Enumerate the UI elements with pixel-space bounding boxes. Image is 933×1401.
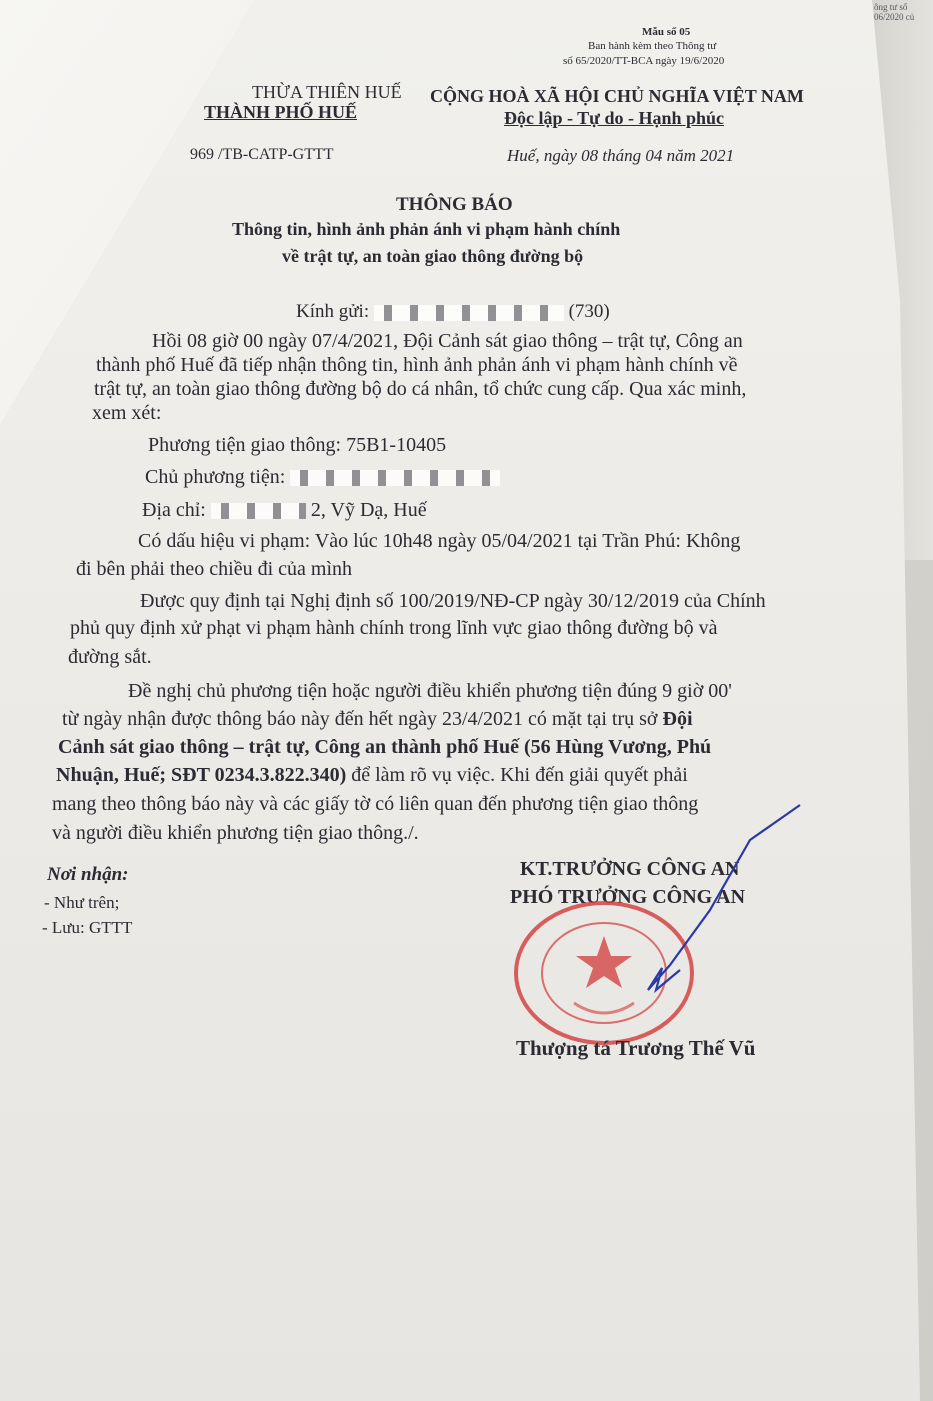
request-line-4-bold: Nhuận, Huế; SĐT 0234.3.822.340) [56,764,347,786]
address-line [142,499,427,522]
recipient-label: Kính gửi: [296,301,370,322]
regulation-line-1: Được quy định tại Nghị định số 100/2019/NĐ-CP ngày 30/12/2019 của Chính [140,590,766,612]
request-line-6: và người điều khiển phương tiện giao thông./. [52,822,419,844]
paragraph-1-line-2: thành phố Huế đã tiếp nhận thông tin, hình ảnh phản ánh vi phạm hành chính về [96,354,738,376]
address-label: Địa chỉ: [142,499,206,521]
document-number: 969 /TB-CATP-GTTT [190,146,334,163]
owner-label: Chủ phương tiện: [145,466,286,488]
request-line-2-bold: Đội [662,708,693,730]
nation-title: CỘNG HOÀ XÃ HỘI CHỦ NGHĨA VIỆT NAM [430,86,804,106]
violation-line-1: Có dấu hiệu vi phạm: Vào lúc 10h48 ngày 05/04/2021 tại Trần Phú: Không [138,530,741,552]
document-title: THÔNG BÁO [396,194,513,215]
regulation-line-2: phủ quy định xử phạt vi phạm hành chính trong lĩnh vực giao thông đường bộ và [70,617,718,639]
document-subtitle-1: Thông tin, hình ảnh phản ánh vi phạm hành chính [232,219,621,239]
form-issued-line-2: số 65/2020/TT-BCA ngày 19/6/2020 [563,55,725,67]
vehicle-plate: 75B1-10405 [346,434,447,456]
signature-title-1: KT.TRƯỞNG CÔNG AN [520,858,740,880]
paragraph-1-line-4: xem xét: [92,402,162,424]
edge-text-2: 06/2020 củ [874,12,915,22]
edge-text-1: ông tư số [874,2,908,12]
request-line-4 [56,764,688,787]
request-line-4-text: để làm rõ vụ việc. Khi đến giải quyết phải [346,764,688,786]
signature-scribble [600,800,820,1020]
redacted-recipient-name [374,305,564,321]
signer-name: Thượng tá Trương Thế Vũ [516,1036,756,1060]
violation-line-2: đi bên phải theo chiều đi của mình [76,558,353,580]
request-line-1: Đề nghị chủ phương tiện hoặc người điều khiển phương tiện đúng 9 giờ 00' [128,680,732,702]
form-issued-line-1: Ban hành kèm theo Thông tư [588,40,717,52]
nation-motto: Độc lập - Tự do - Hạnh phúc [504,108,725,128]
regulation-line-3: đường sắt. [68,646,152,668]
vehicle-line [148,434,446,457]
request-line-5: mang theo thông báo này và các giấy tờ có liên quan đến phương tiện giao thông [52,793,699,815]
recipient-suffix: (730) [568,301,610,322]
place-date: Huế, ngày 08 tháng 04 năm 2021 [507,146,735,165]
paragraph-1-line-1: Hồi 08 giờ 00 ngày 07/4/2021, Đội Cảnh sát giao thông – trật tự, Công an [152,330,743,352]
recipients-title: Nơi nhận: [47,864,129,885]
paragraph-1-line-3: trật tự, an toàn giao thông đường bộ do cá nhân, tổ chức cung cấp. Qua xác minh, [94,378,747,400]
form-number: Mẫu số 05 [642,26,691,38]
signature-title-2: PHÓ TRƯỞNG CÔNG AN [510,886,746,908]
redacted-owner-name [290,470,500,486]
request-line-3: Cảnh sát giao thông – trật tự, Công an thành phố Huế (56 Hùng Vương, Phú [58,736,712,758]
request-line-2-text: từ ngày nhận được thông báo này đến hết ngày 23/4/2021 có mặt tại trụ sở [62,708,663,730]
agency-province: THỪA THIÊN HUẾ [252,82,402,102]
agency-city: THÀNH PHỐ HUẾ [204,102,358,122]
owner-line [145,466,500,489]
recipients-item-1: - Như trên; [44,893,120,912]
vehicle-label: Phương tiện giao thông: [148,434,342,456]
request-line-2 [62,708,693,731]
redacted-address-number [211,503,306,519]
address-value: 2, Vỹ Dạ, Huế [310,499,427,521]
recipient-line [296,301,610,323]
recipients-item-2: - Lưu: GTTT [42,918,133,937]
document-subtitle-2: về trật tự, an toàn giao thông đường bộ [282,246,584,266]
